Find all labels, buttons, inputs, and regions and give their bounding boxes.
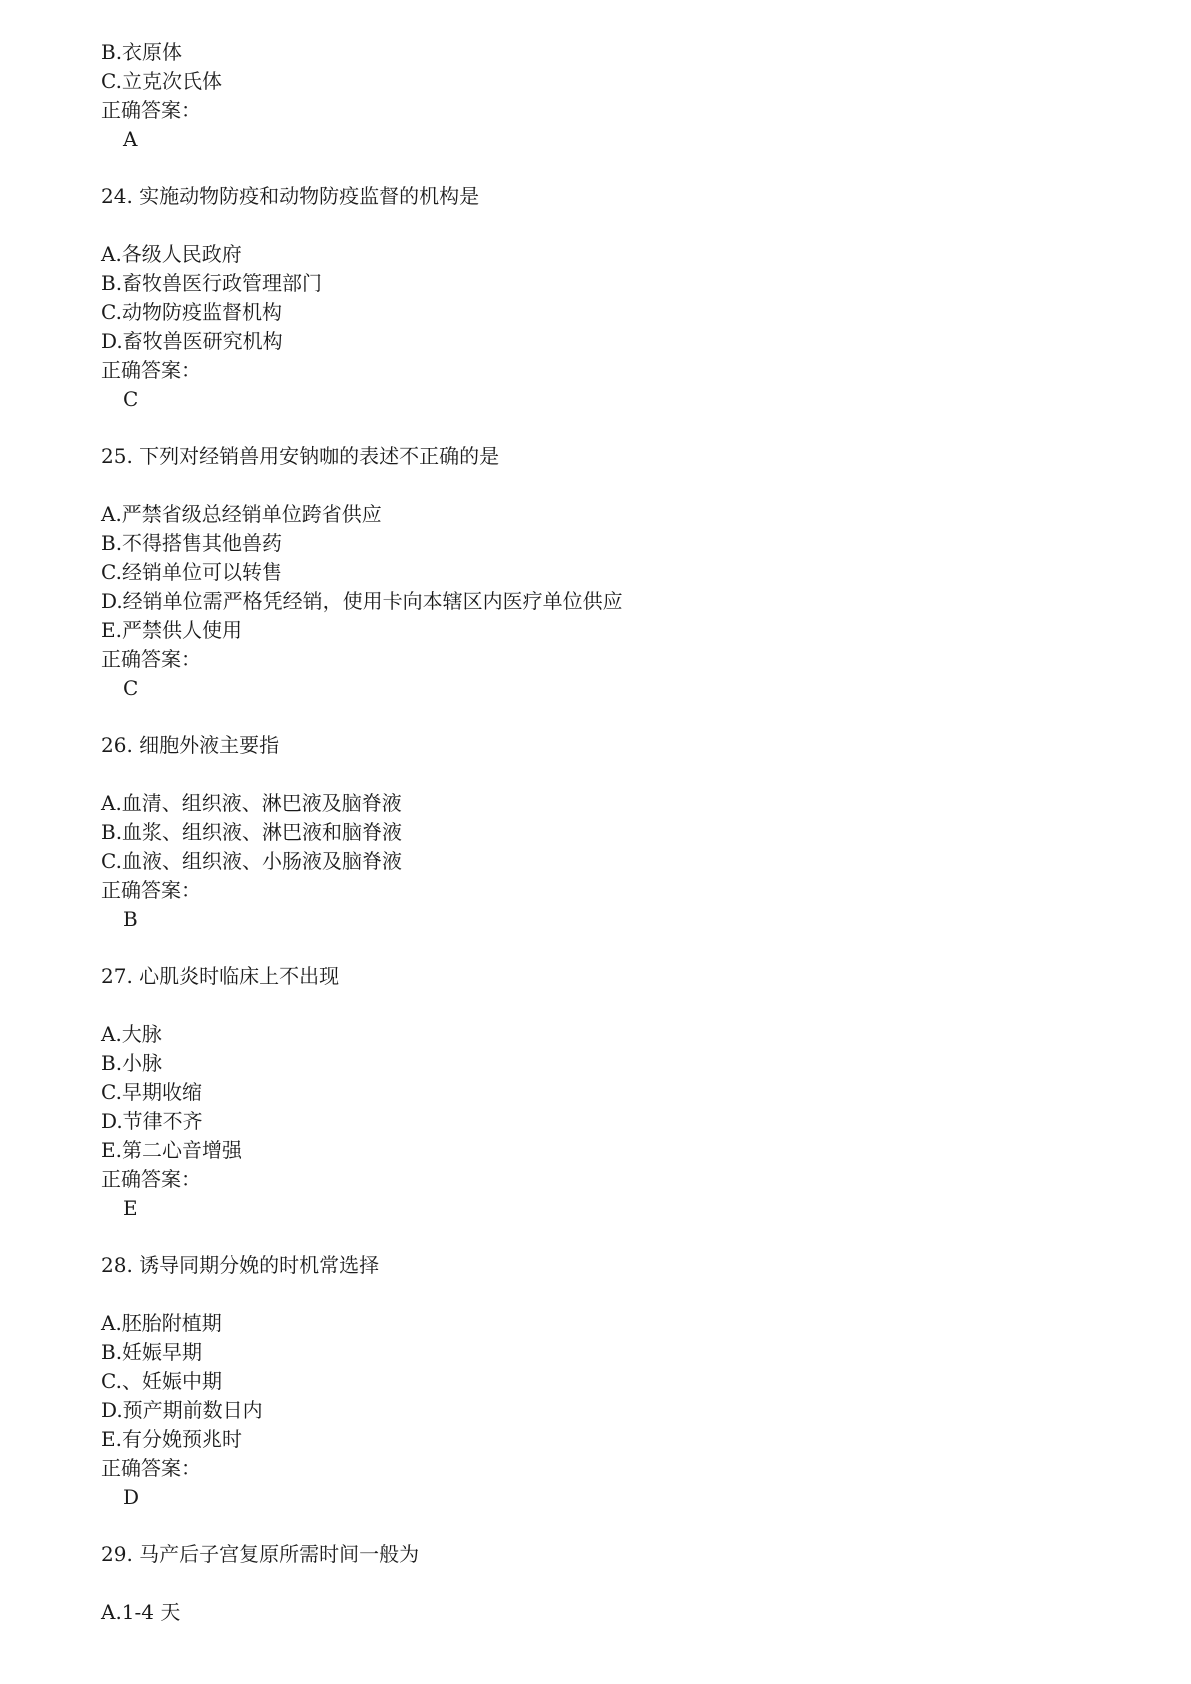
option-text: B.衣原体 <box>101 40 183 64</box>
question-block <box>101 962 1101 1223</box>
answer-value: B <box>123 907 138 931</box>
option-text: A.各级人民政府 <box>101 242 242 266</box>
question-block <box>101 1540 1101 1627</box>
answer-label: 正确答案： <box>101 1167 201 1191</box>
option-text: A.严禁省级总经销单位跨省供应 <box>101 502 382 526</box>
option-text: D.经销单位需严格凭经销，使用卡向本辖区内医疗单位供应 <box>101 589 623 613</box>
question-stem: 26. 细胞外液主要指 <box>101 733 280 757</box>
option-text: E.有分娩预兆时 <box>101 1427 242 1451</box>
question-stem: 24. 实施动物防疫和动物防疫监督的机构是 <box>101 184 480 208</box>
question-block <box>101 442 1101 703</box>
document-page <box>101 38 1101 1627</box>
option-text: D.节律不齐 <box>101 1109 203 1133</box>
answer-value: A <box>123 127 138 151</box>
option-text: B.血浆、组织液、淋巴液和脑脊液 <box>101 820 403 844</box>
option-text: C.早期收缩 <box>101 1080 202 1104</box>
question-block <box>101 731 1101 934</box>
question-stem: 27. 心肌炎时临床上不出现 <box>101 964 340 988</box>
answer-value: D <box>123 1485 140 1509</box>
answer-label: 正确答案： <box>101 1456 201 1480</box>
question-stem: 28. 诱导同期分娩的时机常选择 <box>101 1253 380 1277</box>
option-text: B.不得搭售其他兽药 <box>101 531 283 555</box>
option-text: D.预产期前数日内 <box>101 1398 263 1422</box>
answer-value: C <box>123 387 139 411</box>
question-block <box>101 182 1101 414</box>
question-stem: 29. 马产后子宫复原所需时间一般为 <box>101 1542 420 1566</box>
question-stem: 25. 下列对经销兽用安钠咖的表述不正确的是 <box>101 444 500 468</box>
option-text: C.血液、组织液、小肠液及脑脊液 <box>101 849 402 873</box>
option-text: B.妊娠早期 <box>101 1340 203 1364</box>
option-text: C.、妊娠中期 <box>101 1369 222 1393</box>
option-text: C.经销单位可以转售 <box>101 560 282 584</box>
option-text: D.畜牧兽医研究机构 <box>101 329 283 353</box>
question-block <box>101 1251 1101 1512</box>
option-text: C.动物防疫监督机构 <box>101 300 282 324</box>
option-text: E.第二心音增强 <box>101 1138 242 1162</box>
answer-value: C <box>123 676 139 700</box>
prev-question-block <box>101 38 1101 154</box>
answer-label: 正确答案： <box>101 878 201 902</box>
answer-value: E <box>123 1196 138 1220</box>
option-text: A.1-4 天 <box>101 1600 181 1624</box>
option-text: B.小脉 <box>101 1051 163 1075</box>
answer-label: 正确答案： <box>101 98 201 122</box>
answer-label: 正确答案： <box>101 358 201 382</box>
option-text: A.血清、组织液、淋巴液及脑脊液 <box>101 791 402 815</box>
option-text: E.严禁供人使用 <box>101 618 242 642</box>
answer-label: 正确答案： <box>101 647 201 671</box>
option-text: B.畜牧兽医行政管理部门 <box>101 271 323 295</box>
option-text: C.立克次氏体 <box>101 69 222 93</box>
option-text: A.大脉 <box>101 1022 162 1046</box>
option-text: A.胚胎附植期 <box>101 1311 222 1335</box>
